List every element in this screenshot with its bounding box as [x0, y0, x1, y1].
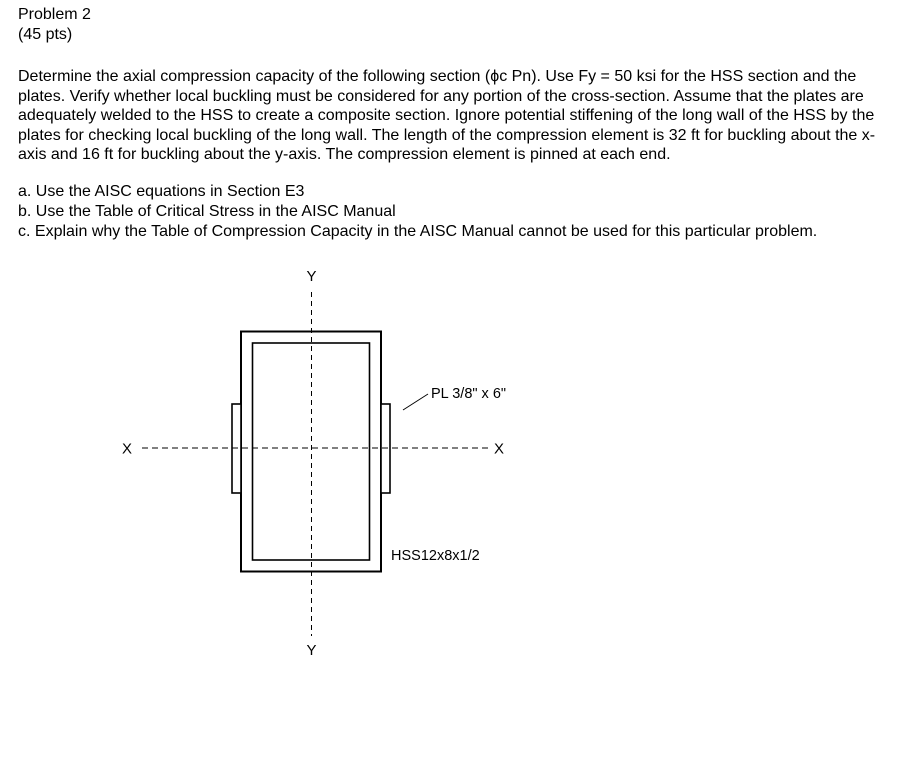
- problem-points: (45 pts): [18, 26, 73, 43]
- x-axis-label-right: X: [493, 440, 505, 458]
- hss-label: HSS12x8x1/2: [391, 548, 480, 564]
- plate-leader-line: [403, 394, 428, 410]
- plate-label: PL 3/8" x 6": [431, 386, 507, 402]
- problem-statement: Determine the axial compression capacity of the following section (ϕc Pn). Use Fy = 50 ksi for the HSS section and the plates. Verify whether local buckling must be considered for any portion of the cross-section. Assume that the plates are adequately welded to the HSS to create a composite section. Ignore potential stiffening of the long wall of the HSS by the plates for checking local buckling of the long wall. The length of the compression element is 32 ft for buckling about the x-axis and 16 ft for buckling about the y-axis. The compression element is pinned at each end.: [18, 68, 876, 163]
- task-item-b: b. Use the Table of Critical Stress in the AISC Manual: [18, 203, 396, 220]
- task-item-a: a. Use the AISC equations in Section E3: [18, 183, 305, 200]
- problem-title: Problem 2: [18, 6, 91, 23]
- y-axis-label-top: Y: [306, 268, 317, 285]
- x-axis-label-left: X: [121, 440, 133, 458]
- task-item-c: c. Explain why the Table of Compression Capacity in the AISC Manual cannot be used for this particular problem.: [18, 223, 818, 240]
- y-axis-label-bottom: Y: [306, 642, 317, 659]
